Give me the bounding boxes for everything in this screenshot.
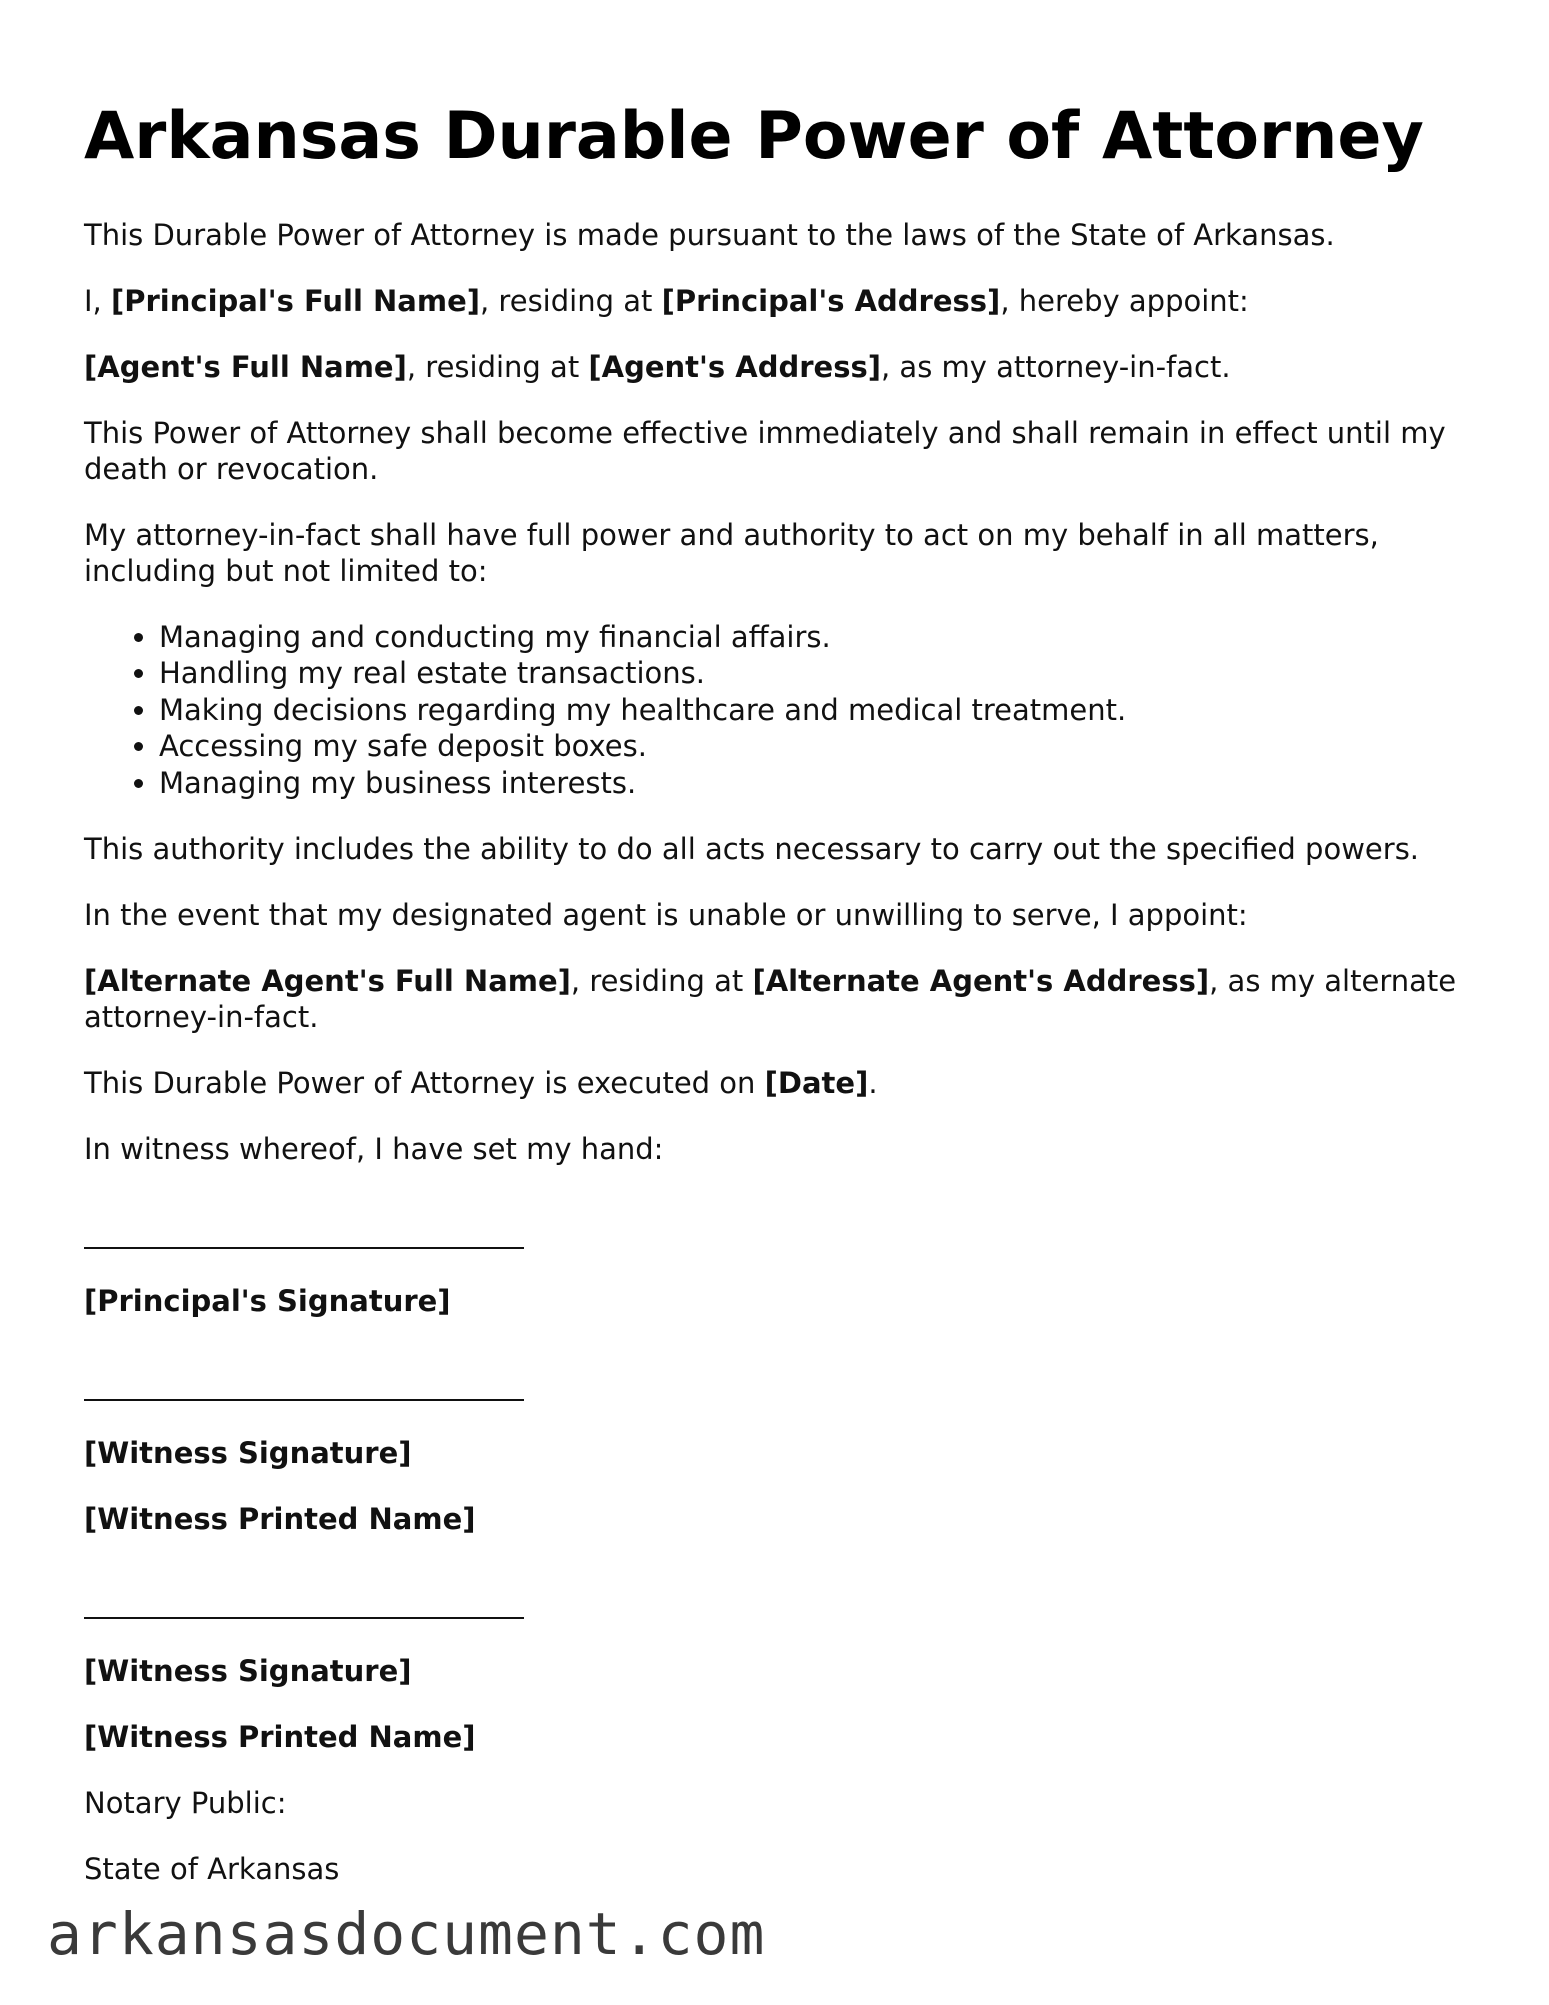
executed-prefix: This Durable Power of Attorney is executed on	[84, 1066, 765, 1101]
effective-paragraph: This Power of Attorney shall become effective immediately and shall remain in effect until my death or revocation.	[84, 415, 1446, 486]
principal-signature-line[interactable]	[84, 1211, 1464, 1253]
authority-paragraph: This authority includes the ability to do all acts necessary to carry out the specified powers.	[84, 832, 1420, 867]
site-watermark: arkansasdocument.com	[47, 1900, 766, 1968]
document-body	[84, 100, 1464, 1917]
witness1-printed-name-text: [Witness Printed Name]	[84, 1502, 476, 1537]
appointment-mid: , residing at	[480, 283, 662, 318]
alternate-agent-address-placeholder: [Alternate Agent's Address]	[752, 964, 1210, 999]
alternate-suffix: , as my alternate attorney-in-fact.	[84, 964, 1457, 1035]
list-item: • Handling my real estate transactions.	[159, 655, 1464, 692]
witness-whereof-paragraph: In witness whereof, I have set my hand:	[84, 1132, 664, 1167]
powers-list	[84, 619, 1464, 802]
witness2-printed-name-text: [Witness Printed Name]	[84, 1720, 476, 1755]
witness2-signature-text: [Witness Signature]	[84, 1654, 412, 1689]
notary-label: Notary Public:	[84, 1786, 287, 1821]
principal-signature-label	[84, 1283, 1464, 1319]
list-item: • Managing and conducting my financial affairs.	[159, 619, 1464, 656]
witness1-signature-line[interactable]	[84, 1363, 1464, 1405]
document-title: Arkansas Durable Power of Attorney	[84, 99, 1424, 174]
principal-name-placeholder: [Principal's Full Name]	[111, 283, 480, 318]
principal-address-placeholder: [Principal's Address]	[661, 283, 1001, 318]
powers-intro-paragraph: My attorney-in-fact shall have full power and authority to act on my behalf in all matters, including but not limited to:	[84, 517, 1379, 588]
appointment-paragraph	[84, 283, 1464, 319]
agent-paragraph	[84, 349, 1464, 385]
witness2-signature-label	[84, 1653, 1464, 1689]
principal-signature-text: [Principal's Signature]	[84, 1284, 451, 1319]
witness1-signature-text: [Witness Signature]	[84, 1436, 412, 1471]
list-item: • Managing my business interests.	[159, 765, 1464, 802]
alternate-agent-name-placeholder: [Alternate Agent's Full Name]	[84, 964, 571, 999]
alternate-intro-paragraph: In the event that my designated agent is unable or unwilling to serve, I appoint:	[84, 898, 1248, 933]
intro-paragraph: This Durable Power of Attorney is made pursuant to the laws of the State of Arkansas.	[84, 217, 1335, 252]
witness1-printed-name-label	[84, 1501, 1464, 1537]
executed-paragraph	[84, 1065, 1464, 1101]
alternate-agent-paragraph	[84, 963, 1464, 1035]
witness1-signature-label	[84, 1435, 1464, 1471]
agent-name-placeholder: [Agent's Full Name]	[84, 349, 407, 384]
date-placeholder: [Date]	[764, 1066, 869, 1101]
list-item: • Making decisions regarding my healthcare and medical treatment.	[159, 692, 1464, 729]
witness2-signature-line[interactable]	[84, 1581, 1464, 1623]
witness2-printed-name-label	[84, 1719, 1464, 1755]
agent-address-placeholder: [Agent's Address]	[588, 349, 881, 384]
list-item: • Accessing my safe deposit boxes.	[159, 728, 1464, 765]
appointment-suffix: , hereby appoint:	[1000, 283, 1249, 318]
agent-mid: , residing at	[406, 349, 589, 384]
executed-suffix: .	[868, 1066, 878, 1101]
state-label: State of Arkansas	[84, 1852, 340, 1887]
agent-suffix: , as my attorney-in-fact.	[880, 349, 1231, 384]
alternate-mid: , residing at	[570, 964, 753, 999]
appointment-prefix: I,	[84, 283, 111, 318]
